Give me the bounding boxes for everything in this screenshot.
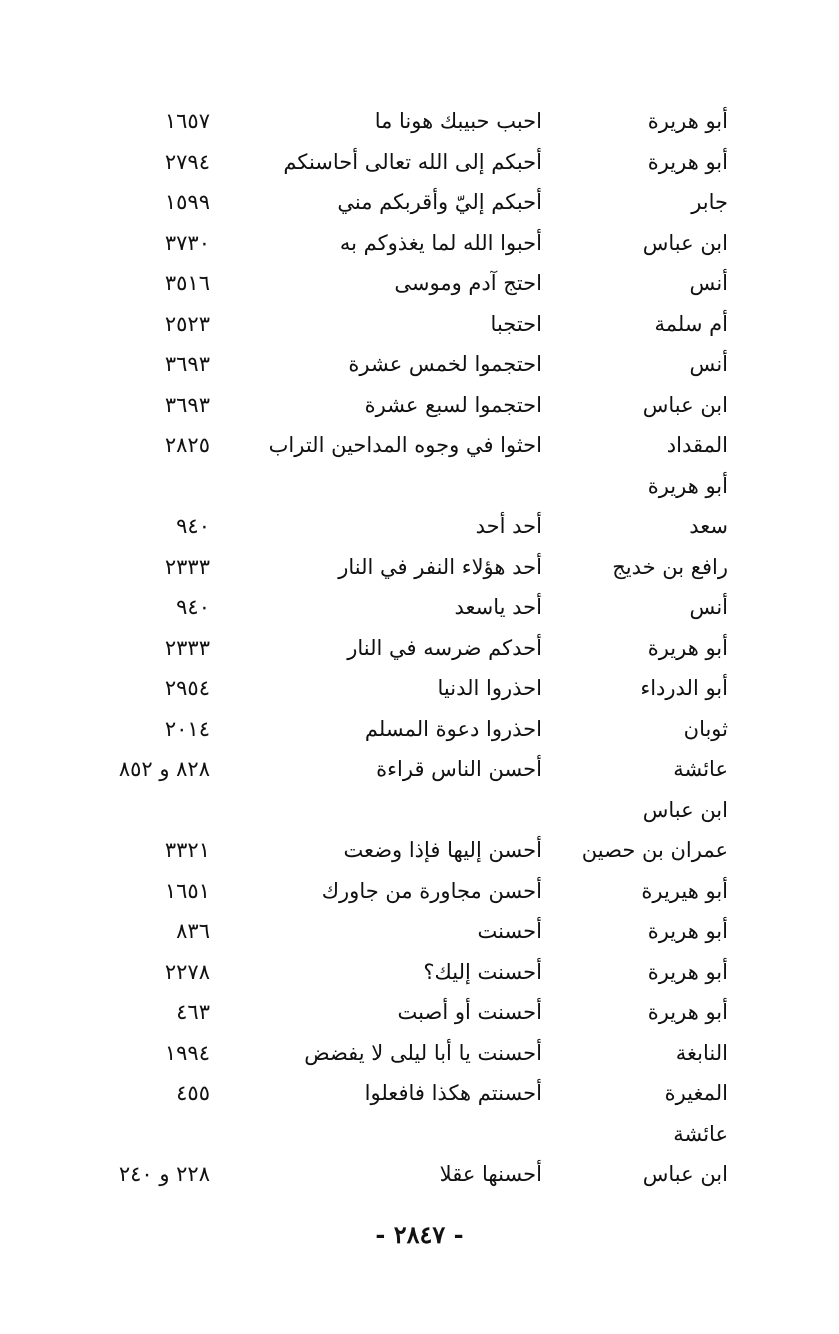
- narrator-name: أنس: [689, 271, 728, 295]
- hadith-number: ٨٢٨ و ٨٥٢: [118, 757, 210, 781]
- hadith-number: [88, 1114, 210, 1154]
- hadith-number: ٢٠١٤: [164, 716, 210, 741]
- index-row: [0, 182, 839, 223]
- hadith-text: أحسنت: [477, 919, 542, 943]
- hadith-text: أحسنت إليك؟: [423, 959, 542, 984]
- index-row: [0, 385, 839, 426]
- index-table: [0, 101, 839, 1195]
- hadith-number: ٣٧٣٠: [164, 230, 210, 255]
- narrator-name: جابر: [691, 190, 728, 214]
- hadith-number: ٢٨٢٥: [164, 433, 210, 457]
- narrator-name: أبو هريرة: [647, 149, 728, 174]
- narrator-name: أبو هريرة: [647, 473, 728, 498]
- hadith-number: ٤٦٣: [176, 1000, 210, 1024]
- hadith-text: أحبوا الله لما يغذوكم به: [339, 230, 542, 255]
- hadith-number: [88, 466, 210, 506]
- hadith-number: ٢٢٧٨: [164, 959, 210, 984]
- index-row: [0, 587, 839, 628]
- index-row: [0, 101, 839, 142]
- index-row: [0, 263, 839, 304]
- hadith-text: أحد ياسعد: [454, 595, 542, 619]
- page-number: - ٢٨٤٧ -: [375, 1220, 464, 1249]
- hadith-text: أحد هؤلاء النفر في النار: [338, 554, 542, 579]
- narrator-name: أم سلمة: [654, 311, 728, 336]
- index-row: [0, 304, 839, 345]
- index-row: [0, 1114, 839, 1155]
- hadith-text: احتج آدم وموسى: [394, 271, 542, 295]
- narrator-name: ابن عباس: [642, 797, 728, 822]
- index-row: [0, 709, 839, 750]
- narrator-name: ابن عباس: [642, 392, 728, 417]
- hadith-number: ٢٣٣٣: [164, 554, 210, 579]
- hadith-text: أحسنت أو أصبت: [397, 1000, 542, 1024]
- narrator-name: ابن عباس: [642, 1162, 728, 1186]
- narrator-name: أبو هريرة: [647, 109, 728, 133]
- index-row: [0, 425, 839, 466]
- index-row: [0, 466, 839, 507]
- hadith-number: ٢٣٣٣: [164, 635, 210, 660]
- index-row: [0, 142, 839, 183]
- hadith-text: أحدكم ضرسه في النار: [347, 635, 542, 660]
- narrator-name: أنس: [689, 595, 728, 619]
- hadith-number: ٣٥١٦: [164, 271, 210, 295]
- index-row: [0, 506, 839, 547]
- narrator-name: أنس: [689, 352, 728, 376]
- hadith-text: احذروا الدنيا: [437, 676, 542, 700]
- hadith-text: أحسن مجاورة من جاورك: [321, 878, 542, 903]
- hadith-number: ١٦٥١: [164, 878, 210, 903]
- hadith-number: ١٦٥٧: [164, 109, 210, 133]
- narrator-name: سعد: [689, 514, 728, 538]
- hadith-text: أحسن إليها فإذا وضعت: [343, 838, 542, 862]
- hadith-text: أحسن الناس قراءة: [376, 757, 542, 781]
- hadith-number: ١٥٩٩: [164, 190, 210, 214]
- narrator-name: أبو هيريرة: [641, 878, 728, 903]
- hadith-number: ٢٧٩٤: [164, 149, 210, 174]
- index-row: [0, 790, 839, 831]
- narrator-name: أبو الدرداء: [640, 676, 728, 700]
- hadith-number: ٩٤٠: [176, 514, 210, 538]
- hadith-number: ٢٩٥٤: [164, 676, 210, 700]
- hadith-number: ٣٦٩٣: [164, 352, 210, 376]
- narrator-name: عمران بن حصين: [581, 838, 728, 862]
- index-row: [0, 547, 839, 588]
- index-row: [0, 628, 839, 669]
- index-row: [0, 668, 839, 709]
- hadith-number: ٩٤٠: [176, 595, 210, 619]
- hadith-number: ٣٦٩٣: [164, 392, 210, 417]
- index-row: [0, 1033, 839, 1074]
- index-row: [0, 992, 839, 1033]
- index-row: [0, 952, 839, 993]
- narrator-name: النابغة: [675, 1040, 728, 1065]
- narrator-name: ابن عباس: [642, 230, 728, 255]
- narrator-name: أبو هريرة: [647, 919, 728, 943]
- narrator-name: عائشة: [673, 757, 728, 781]
- hadith-text: احبب حبيبك هونا ما: [374, 109, 542, 133]
- hadith-number: ٣٣٢١: [164, 838, 210, 862]
- hadith-text: أحبكم إلى الله تعالى أحاسنكم: [283, 149, 542, 174]
- hadith-text: أحسنت يا أبا ليلى لا يفضض: [304, 1040, 542, 1065]
- index-row: [0, 911, 839, 952]
- index-row: [0, 749, 839, 790]
- narrator-name: المقداد: [666, 433, 728, 457]
- index-row: [0, 1154, 839, 1195]
- narrator-name: أبو هريرة: [647, 1000, 728, 1024]
- hadith-number: ٢٢٨ و ٢٤٠: [118, 1162, 210, 1186]
- narrator-name: أبو هريرة: [647, 635, 728, 660]
- hadith-number: ٢٥٢٣: [164, 311, 210, 336]
- index-row: [0, 871, 839, 912]
- hadith-number: ٨٣٦: [176, 919, 210, 943]
- index-row: [0, 830, 839, 871]
- narrator-name: ثوبان: [683, 716, 728, 741]
- hadith-number: ٤٥٥: [176, 1081, 210, 1105]
- hadith-number: [88, 790, 210, 830]
- hadith-text: أحسنتم هكذا فافعلوا: [364, 1081, 542, 1105]
- hadith-text: احتجبا: [490, 311, 542, 336]
- narrator-name: المغيرة: [664, 1081, 728, 1105]
- index-row: [0, 1073, 839, 1114]
- hadith-text: [242, 1114, 542, 1154]
- narrator-name: أبو هريرة: [647, 959, 728, 984]
- index-row: [0, 223, 839, 264]
- hadith-text: أحبكم إليّ وأقربكم مني: [337, 190, 542, 214]
- hadith-text: أحد أحد: [475, 514, 542, 538]
- hadith-number: ١٩٩٤: [164, 1040, 210, 1065]
- narrator-name: عائشة: [673, 1121, 728, 1146]
- hadith-text: [242, 790, 542, 830]
- hadith-text: احثوا في وجوه المداحين التراب: [268, 433, 542, 457]
- hadith-text: أحسنها عقلا: [439, 1162, 542, 1186]
- index-row: [0, 344, 839, 385]
- hadith-text: احتجموا لسبع عشرة: [364, 392, 542, 417]
- hadith-text: احذروا دعوة المسلم: [364, 716, 542, 741]
- hadith-text: [242, 466, 542, 506]
- hadith-text: احتجموا لخمس عشرة: [348, 352, 542, 376]
- narrator-name: رافع بن خديج: [612, 554, 728, 579]
